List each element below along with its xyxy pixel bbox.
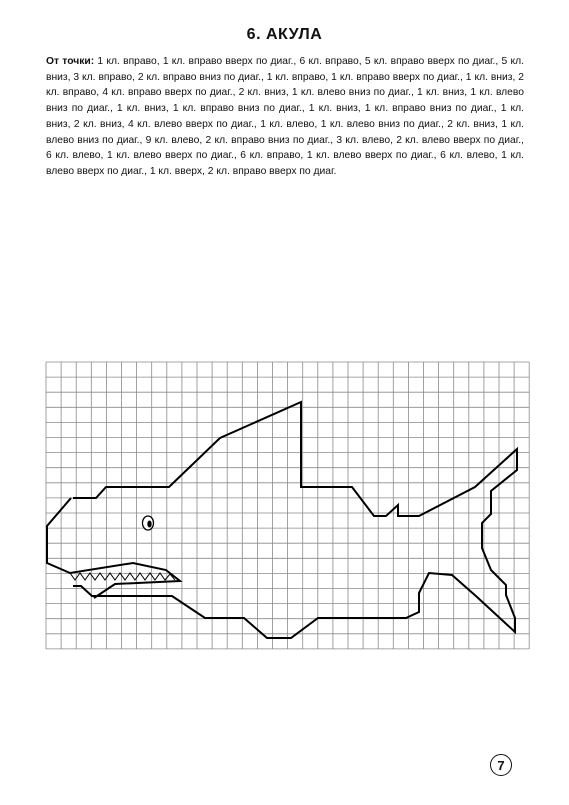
page-number: 7 bbox=[490, 754, 512, 776]
grid-lines bbox=[46, 362, 529, 649]
page-title: 6. АКУЛА bbox=[246, 26, 323, 43]
shark-eye-icon bbox=[143, 516, 154, 530]
instructions-lead: От точки: bbox=[46, 56, 95, 67]
shark-teeth bbox=[70, 573, 175, 580]
instructions-body: 1 кл. вправо, 1 кл. вправо вверх по диаг., 6 кл. вправо, 5 кл. вправо вверх по диаг., 5 кл. вниз, 3 кл. вправо, 2 кл. вправо вниз по диаг., 1 кл. вправо, 1 кл. вправо вверх по диаг., 1 кл. вниз, 2 кл. вправо, 4 кл. вправо вверх по диаг., 2 кл. вниз, 1 кл. влево вниз по диаг., 1 кл. вниз, 1 кл. влево вниз по диаг., 1 кл. вниз, 1 кл. вправо вниз по диаг., 1 кл. вниз, 1 кл. вправо вниз по диаг., 1 кл. вниз, 2 кл. вниз, 4 кл. влево вверх по диаг., 1 кл. влево, 1 кл. влево вниз по диаг., 2 кл. вниз, 1 кл. влево вниз по диаг., 9 кл. влево, 2 кл. вправо вниз по диаг., 3 кл. влево, 2 кл. влево вверх по диаг., 6 кл. влево, 1 кл. влево вверх по диаг., 6 кл. вправо, 1 кл. влево вверх по диаг., 6 кл. влево, 1 кл. влево вверх по диаг., 1 кл. вверх, 2 кл. вправо вверх по диаг. bbox=[46, 56, 524, 177]
